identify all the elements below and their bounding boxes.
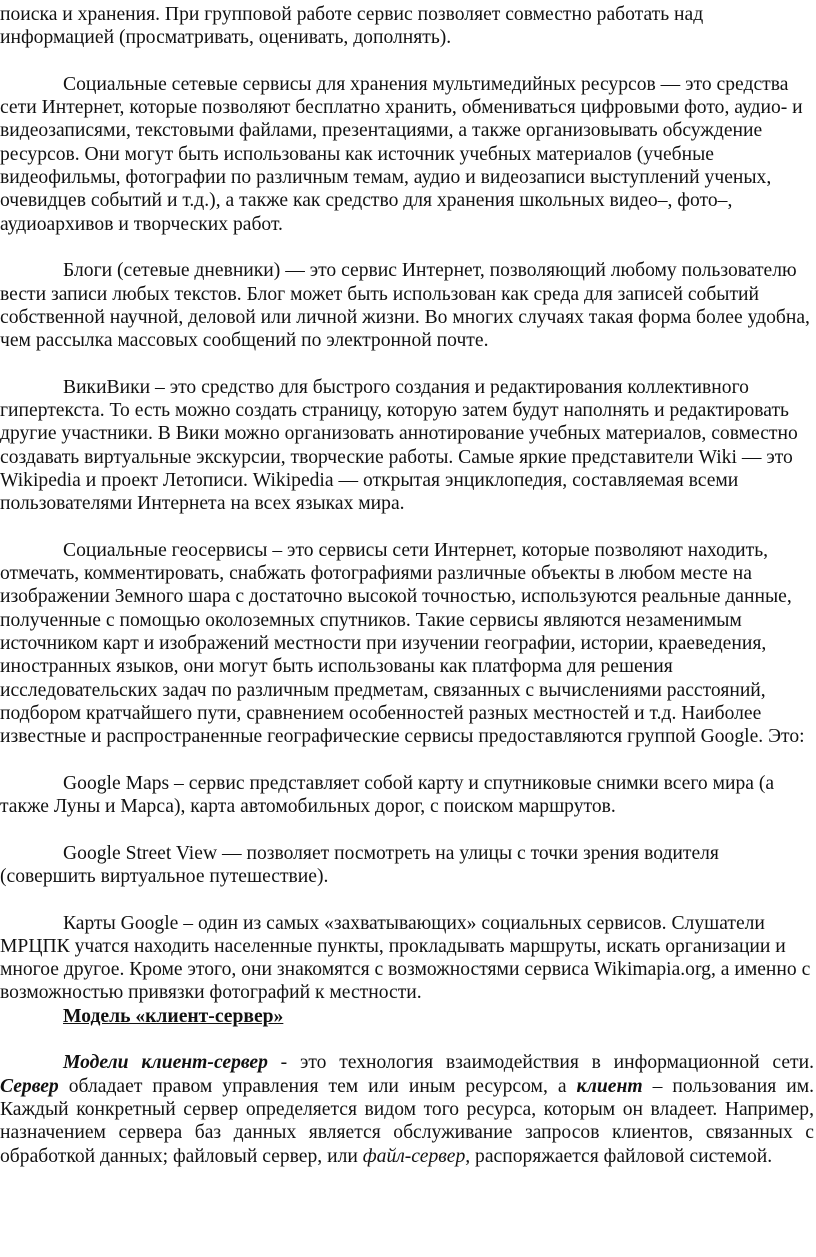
paragraph-multimedia-services: Социальные сетевые сервисы для хранения мультимедийных ресурсов — это средства сети Интернет, которые позволяют бесплатно хранить, обмениваться цифровыми фото, аудио- и видеозаписями, текстовыми файлами, презентациями, а также организовывать обсуждение ресурсов. Они могут быть использованы как источник учебных материалов (учебные видеофильмы, фотографии по различным темам, аудио и видеозаписи выступлений ученых, очевидцев событий и т.д.), а также как средство для хранения школьных видео–, фото–, аудиоархивов и творческих работ. <box>0 73 803 235</box>
term-client-server-models: Модели клиент-сервер <box>63 1052 268 1074</box>
paragraph-spacer <box>0 1028 814 1051</box>
paragraph-continuation: поиска и хранения. При групповой работе сервис позволяет совместно работать над информацией (просматривать, оценивать, дополнять). <box>0 4 704 49</box>
term-server: Сервер <box>0 1075 59 1097</box>
term-client: клиент <box>576 1075 643 1097</box>
text-segment: обладает правом управления тем или иным ресурсом, а <box>58 1075 577 1097</box>
text-segment: - это технология взаимодействия в информационной сети. <box>267 1052 814 1074</box>
section-heading: Модель «клиент-сервер» <box>63 1005 284 1027</box>
paragraph-spacer <box>0 749 814 772</box>
paragraph-blogs: Блоги (сетевые дневники) — это сервис Интернет, позволяющий любому пользователю вести записи любых текстов. Блог может быть использован как среда для записей событий собственной научной, деловой или личной жизни. Во многих случаях такая форма более удобна, чем рассылка массовых сообщений по электронной почте. <box>0 260 810 352</box>
text-segment: распоряжается файловой системой. <box>470 1145 773 1167</box>
paragraph-spacer <box>0 516 814 539</box>
paragraph-spacer <box>0 818 814 841</box>
paragraph-client-server <box>0 1051 814 1167</box>
document-page <box>0 3 814 1168</box>
paragraph-spacer <box>0 888 814 911</box>
term-file-server: файл-сервер, <box>362 1145 471 1167</box>
paragraph-spacer <box>0 50 814 73</box>
paragraph-spacer <box>0 352 814 375</box>
paragraph-google-maps-course: Карты Google – один из самых «захватывающих» социальных сервисов. Слушатели МРЦПК учатся находить населенные пункты, прокладывать маршруты, искать организации и многое другое. Кроме этого, они знакомятся с возможностями сервиса Wikimapia.org, а именно с возможностью привязки фотографий к местности. <box>0 912 811 1004</box>
text-segment: – пользования им. Каждый конкретный сервер определяется видом того ресурса, которым он владеет. Например, назначением сервера баз данных является обслуживание запросов клиентов, связанных с обработкой данных; файловый сервер, или <box>0 1075 815 1167</box>
paragraph-wiki: ВикиВики – это средство для быстрого создания и редактирования коллективного гипертекста. То есть можно создать страницу, которую затем будут наполнять и редактировать другие участники. В Вики можно организовать аннотирование учебных материалов, совместно создавать виртуальные экскурсии, творческие работы. Самые яркие представители Wiki — это Wikipedia и проект Летописи. Wikipedia — открытая энциклопедия, составляемая всеми пользователями Интернета на всех языках мира. <box>0 376 798 515</box>
paragraph-street-view: Google Street View — позволяет посмотреть на улицы с точки зрения водителя (совершить виртуальное путешествие). <box>0 842 719 887</box>
paragraph-google-maps: Google Maps – сервис представляет собой карту и спутниковые снимки всего мира (а также Луны и Марса), карта автомобильных дорог, с поиском маршрутов. <box>0 772 775 818</box>
paragraph-spacer <box>0 236 814 259</box>
paragraph-geoservices: Социальные геосервисы – это сервисы сети Интернет, которые позволяют находить, отмечать, комментировать, снабжать фотографиями различные объекты в любом месте на изображении Земного шара с достаточно высокой точностью, используются реальные данные, полученные с помощью околоземных спутников. Такие сервисы являются незаменимым источником карт и изображений местности при изучении географии, истории, краеведения, иностранных языков, они могут быть использованы как платформа для решения исследовательских задач по различным предметам, связанных с вычислениями расстояний, подбором кратчайшего пути, сравнением особенностей разных местностей и т.д. Наиболее известные и распространенные географические сервисы предоставляются группой Google. Это: <box>0 539 805 748</box>
